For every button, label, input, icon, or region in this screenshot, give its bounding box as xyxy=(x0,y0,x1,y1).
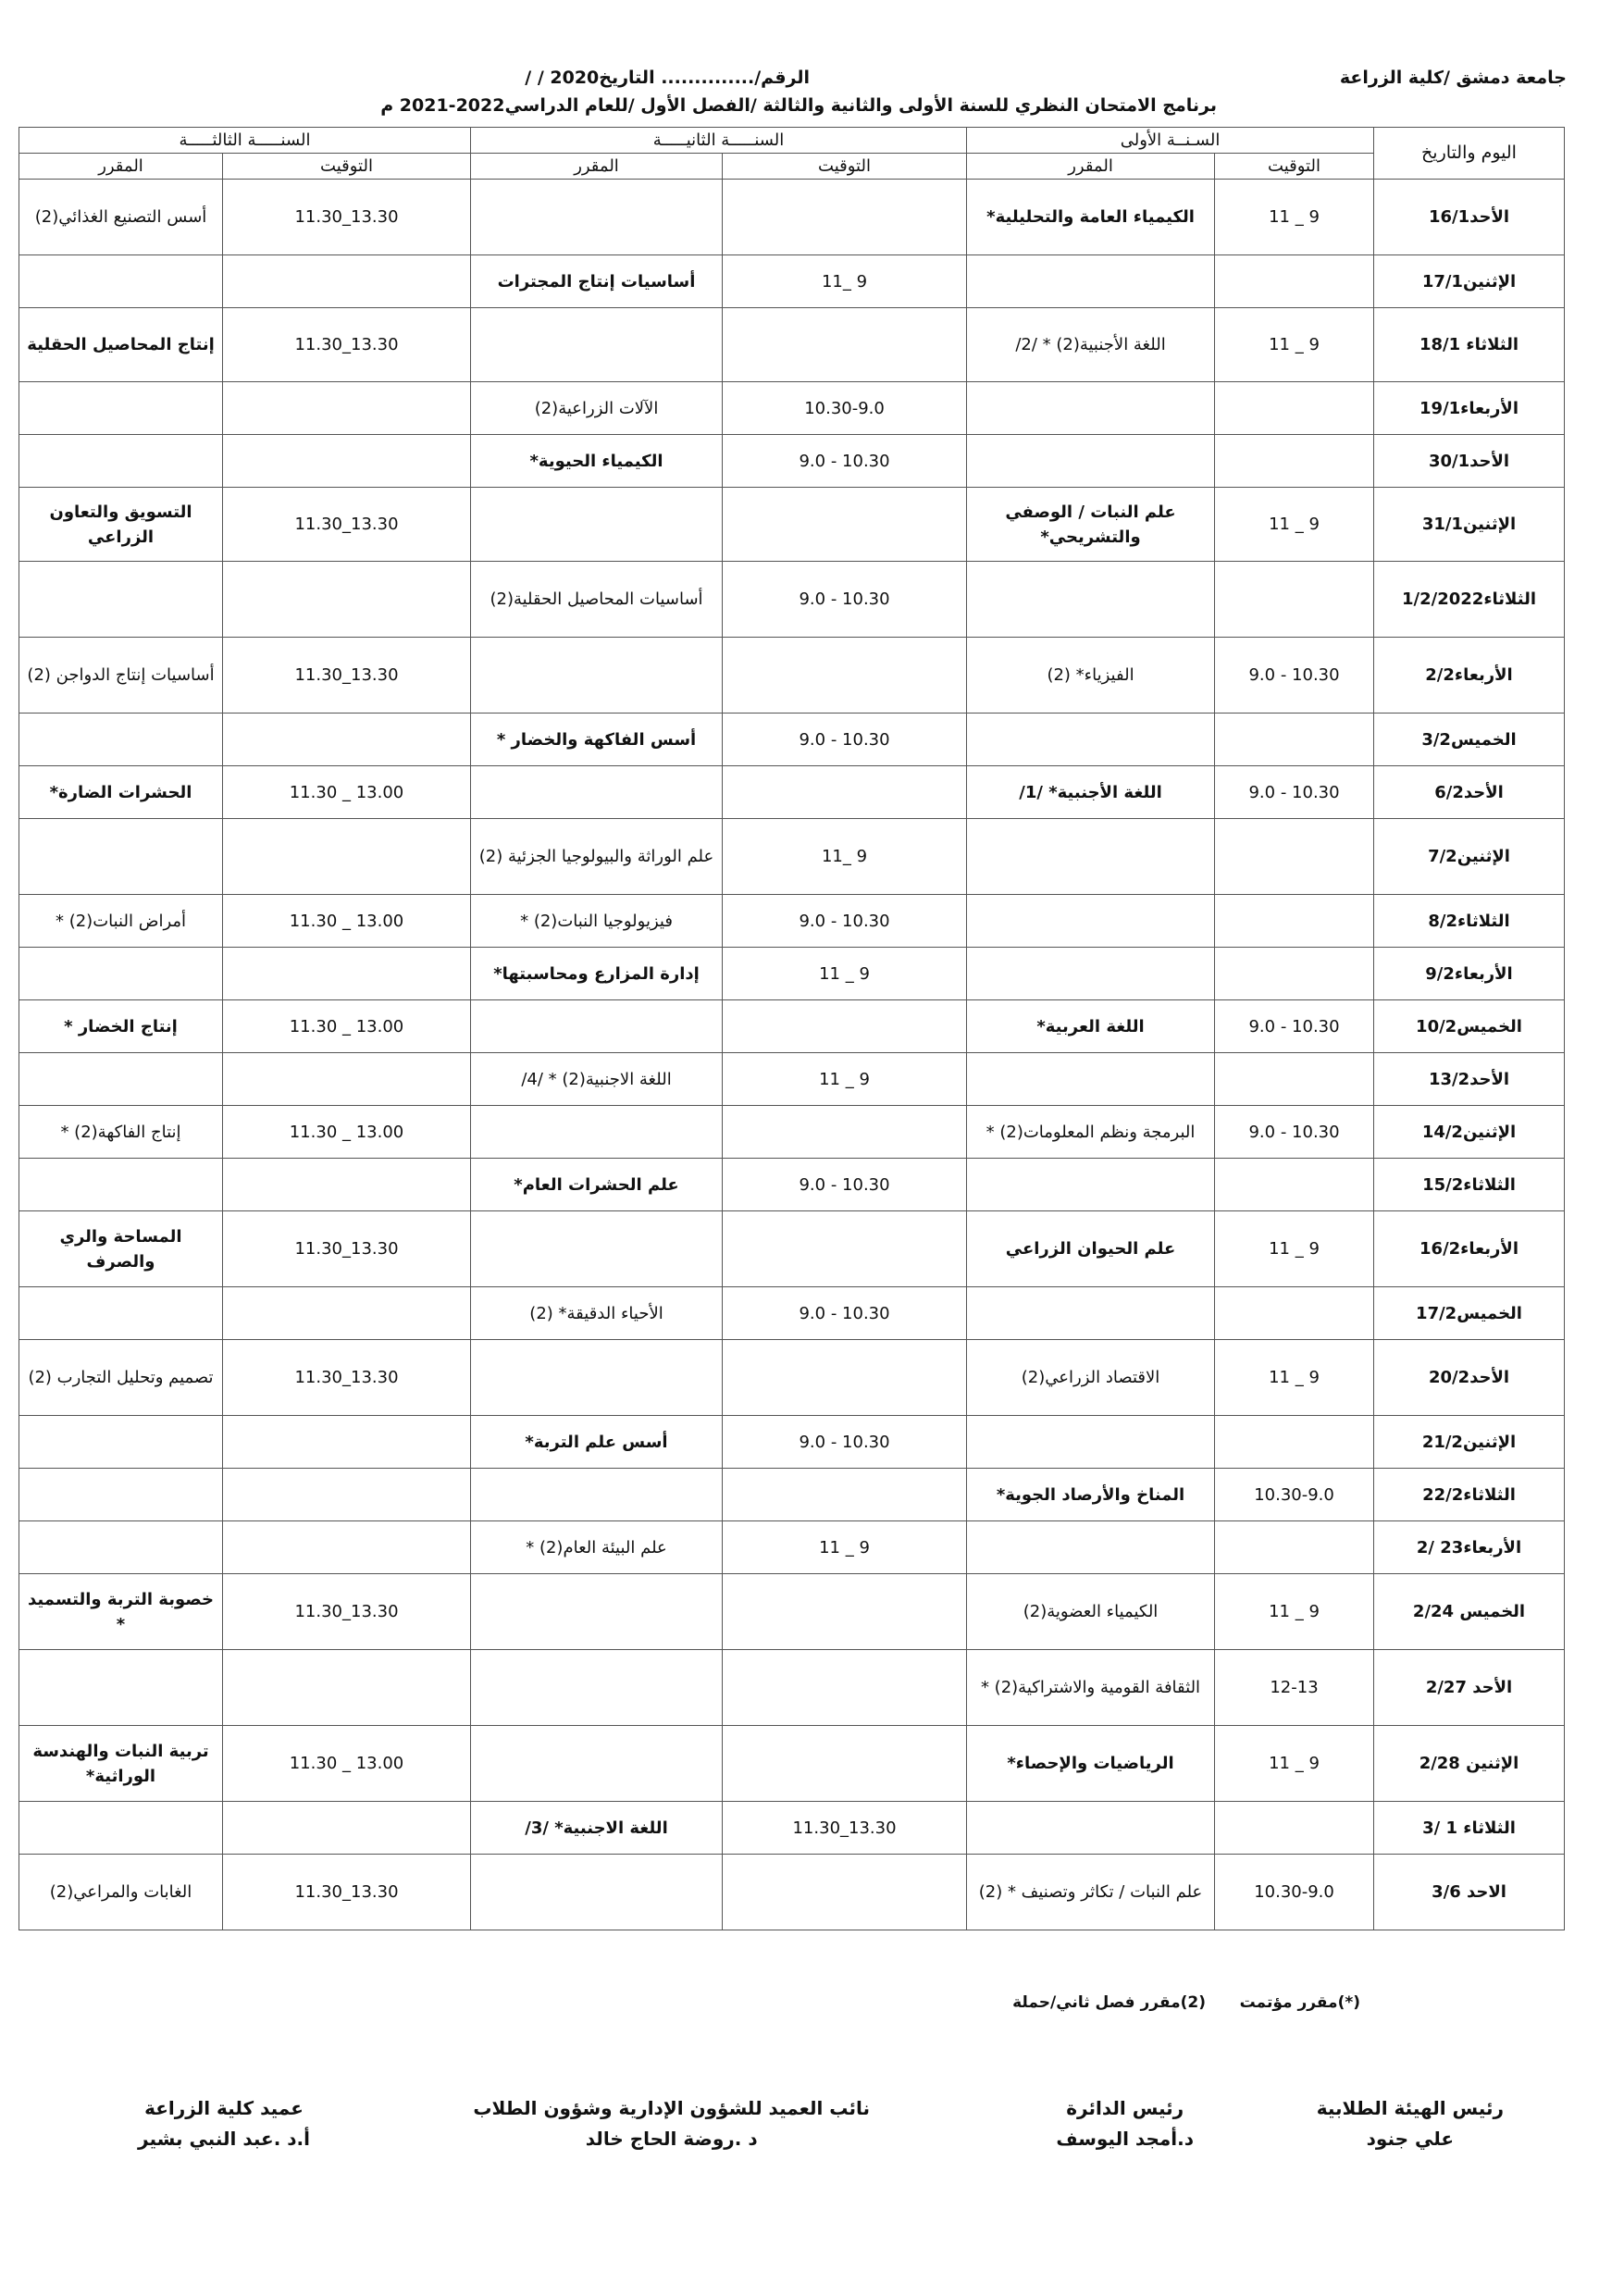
year3-course-cell xyxy=(19,714,223,766)
schedule-row xyxy=(19,895,1565,948)
year2-course-cell xyxy=(471,1000,723,1053)
year2-timing-cell: 10.30-9.0 xyxy=(723,382,967,435)
year1-timing-cell: 9 _ 11 xyxy=(1215,308,1374,382)
year3-timing-cell: 13.30_11.30 xyxy=(223,638,471,714)
day-cell: الاحد 3/6 xyxy=(1374,1855,1565,1930)
schedule-row xyxy=(19,562,1565,638)
dept-head-title: رئيس الدائرة xyxy=(1066,2097,1184,2119)
day-cell: الخميس 2/24 xyxy=(1374,1574,1565,1650)
day-cell: الثلاثاء 1 /3 xyxy=(1374,1802,1565,1855)
signature-student-body-head xyxy=(1317,2093,1504,2154)
schedule-row xyxy=(19,382,1565,435)
year2-course-cell xyxy=(471,1469,723,1521)
year3-course-header: المقرر xyxy=(19,154,223,180)
day-cell: الثلاثاء1/2/2022 xyxy=(1374,562,1565,638)
year2-course-cell: علم الحشرات العام* xyxy=(471,1159,723,1211)
year2-course-cell xyxy=(471,1650,723,1726)
year1-course-cell: المناخ والأرصاد الجوية* xyxy=(967,1469,1215,1521)
schedule-row xyxy=(19,1416,1565,1469)
year2-course-cell: إدارة المزارع ومحاسبتها* xyxy=(471,948,723,1000)
year1-course-cell xyxy=(967,948,1215,1000)
year1-course-cell xyxy=(967,255,1215,308)
year1-course-cell: الكيمياء العضوية(2) xyxy=(967,1574,1215,1650)
year2-timing-cell xyxy=(723,1000,967,1053)
dean-title: عميد كلية الزراعة xyxy=(144,2097,304,2119)
year2-timing-cell xyxy=(723,1106,967,1159)
year3-timing-cell: 13.30_11.30 xyxy=(223,308,471,382)
schedule-row xyxy=(19,1469,1565,1521)
day-cell: الأربعاء16/2 xyxy=(1374,1211,1565,1287)
year2-course-cell xyxy=(471,638,723,714)
year3-timing-cell xyxy=(223,1159,471,1211)
year1-course-cell xyxy=(967,819,1215,895)
year2-timing-cell: 9 _11 xyxy=(723,819,967,895)
year3-timing-cell xyxy=(223,714,471,766)
day-cell: الثلاثاء15/2 xyxy=(1374,1159,1565,1211)
schedule-row xyxy=(19,1574,1565,1650)
year2-timing-cell xyxy=(723,1650,967,1726)
year3-timing-cell xyxy=(223,435,471,488)
year2-course-cell: أسس الفاكهة والخضار * xyxy=(471,714,723,766)
year2-header: السنـــــة الثانيـــــة xyxy=(471,128,967,154)
year1-course-cell xyxy=(967,1287,1215,1340)
schedule-row xyxy=(19,488,1565,562)
year3-course-cell: تربية النبات والهندسة الوراثية* xyxy=(19,1726,223,1802)
year3-header: السنـــــة الثالثـــــة xyxy=(19,128,471,154)
year1-course-cell: الكيمياء العامة والتحليلية* xyxy=(967,180,1215,255)
day-cell: الأحد16/1 xyxy=(1374,180,1565,255)
university-name: جامعة دمشق /كلية الزراعة xyxy=(1339,68,1567,88)
year1-timing-cell: 10.30 - 9.0 xyxy=(1215,1106,1374,1159)
year3-course-cell: أساسيات إنتاج الدواجن (2) xyxy=(19,638,223,714)
schedule-row xyxy=(19,1106,1565,1159)
year3-course-cell: المساحة والري والصرف xyxy=(19,1211,223,1287)
year3-timing-cell xyxy=(223,1802,471,1855)
year3-course-cell xyxy=(19,1650,223,1726)
year2-course-cell: الآلات الزراعية(2) xyxy=(471,382,723,435)
year3-course-cell xyxy=(19,1416,223,1469)
year3-timing-header: التوقيت xyxy=(223,154,471,180)
schedule-row xyxy=(19,714,1565,766)
year3-course-cell xyxy=(19,948,223,1000)
year3-timing-cell: 13.30_11.30 xyxy=(223,180,471,255)
year2-course-cell: أسس علم التربة* xyxy=(471,1416,723,1469)
year1-course-cell: اللغة العربية* xyxy=(967,1000,1215,1053)
year1-course-cell: علم النبات / تكاثر وتصنيف * (2) xyxy=(967,1855,1215,1930)
year2-timing-cell: 13.30_11.30 xyxy=(723,1802,967,1855)
year3-timing-cell: 13.30_11.30 xyxy=(223,1211,471,1287)
year2-course-cell xyxy=(471,488,723,562)
year1-timing-cell: 10.30 - 9.0 xyxy=(1215,638,1374,714)
year1-timing-cell: 10.30 - 9.0 xyxy=(1215,1000,1374,1053)
year3-course-cell: الحشرات الضارة* xyxy=(19,766,223,819)
year2-timing-cell xyxy=(723,1855,967,1930)
year2-course-cell: أساسيات إنتاج المجترات xyxy=(471,255,723,308)
year2-course-cell xyxy=(471,766,723,819)
year3-timing-cell: 13.30_11.30 xyxy=(223,1855,471,1930)
year2-timing-cell xyxy=(723,488,967,562)
year1-timing-cell xyxy=(1215,382,1374,435)
year1-course-cell: البرمجة ونظم المعلومات(2) * xyxy=(967,1106,1215,1159)
year2-course-cell xyxy=(471,1855,723,1930)
year3-course-cell xyxy=(19,255,223,308)
year2-timing-cell xyxy=(723,180,967,255)
year1-course-cell xyxy=(967,1416,1215,1469)
year2-timing-cell: 10.30 - 9.0 xyxy=(723,435,967,488)
year2-course-cell: الأحياء الدقيقة* (2) xyxy=(471,1287,723,1340)
year1-timing-cell: 12-13 xyxy=(1215,1650,1374,1726)
signature-dean xyxy=(138,2093,310,2154)
year1-timing-header: التوقيت xyxy=(1215,154,1374,180)
day-cell: الإثنين7/2 xyxy=(1374,819,1565,895)
schedule-row xyxy=(19,435,1565,488)
year3-course-cell: أمراض النبات(2) * xyxy=(19,895,223,948)
year1-course-cell xyxy=(967,1159,1215,1211)
year3-course-cell xyxy=(19,1802,223,1855)
year3-course-cell: التسويق والتعاون الزراعي xyxy=(19,488,223,562)
schedule-row xyxy=(19,1340,1565,1416)
year2-course-cell xyxy=(471,1106,723,1159)
day-date-header: اليوم والتاريخ xyxy=(1374,128,1565,180)
year3-course-cell: أسس التصنيع الغذائي(2) xyxy=(19,180,223,255)
year1-timing-cell xyxy=(1215,1416,1374,1469)
year3-course-cell: خصوبة التربة والتسميد * xyxy=(19,1574,223,1650)
year3-timing-cell xyxy=(223,562,471,638)
year1-timing-cell xyxy=(1215,895,1374,948)
year1-timing-cell xyxy=(1215,1802,1374,1855)
year3-timing-cell: 13.00 _ 11.30 xyxy=(223,895,471,948)
day-cell: الإثنين 2/28 xyxy=(1374,1726,1565,1802)
dept-head-name: د.أمجد اليوسف xyxy=(1056,2128,1194,2150)
year1-course-cell xyxy=(967,562,1215,638)
schedule-row xyxy=(19,1650,1565,1726)
year1-timing-cell: 9 _ 11 xyxy=(1215,1211,1374,1287)
year2-timing-cell xyxy=(723,1340,967,1416)
year3-timing-cell: 13.30_11.30 xyxy=(223,1574,471,1650)
year2-timing-cell: 9 _ 11 xyxy=(723,1053,967,1106)
year1-timing-cell: 9 _ 11 xyxy=(1215,1726,1374,1802)
year3-timing-cell xyxy=(223,819,471,895)
student-head-title: رئيس الهيئة الطلابية xyxy=(1316,2097,1504,2119)
year2-timing-cell xyxy=(723,638,967,714)
schedule-row xyxy=(19,1855,1565,1930)
year3-timing-cell: 13.00 _ 11.30 xyxy=(223,1000,471,1053)
year3-timing-cell xyxy=(223,255,471,308)
day-cell: الخميس10/2 xyxy=(1374,1000,1565,1053)
student-head-name: علي جنود xyxy=(1366,2128,1455,2150)
year3-timing-cell xyxy=(223,948,471,1000)
schedule-row xyxy=(19,1000,1565,1053)
year2-timing-cell xyxy=(723,1574,967,1650)
day-cell: الأحد13/2 xyxy=(1374,1053,1565,1106)
legend-automated: (*)مقرر مؤتمت xyxy=(1239,1993,1360,2012)
day-cell: الثلاثاء 18/1 xyxy=(1374,308,1565,382)
year2-course-cell xyxy=(471,308,723,382)
day-cell: الأربعاء19/1 xyxy=(1374,382,1565,435)
year1-timing-cell xyxy=(1215,562,1374,638)
schedule-row xyxy=(19,1211,1565,1287)
year2-course-cell: علم البيئة العام(2) * xyxy=(471,1521,723,1574)
year3-timing-cell: 13.30_11.30 xyxy=(223,1340,471,1416)
year1-timing-cell: 9 _ 11 xyxy=(1215,1340,1374,1416)
day-cell: الأحد6/2 xyxy=(1374,766,1565,819)
year3-timing-cell xyxy=(223,1287,471,1340)
schedule-row xyxy=(19,1287,1565,1340)
year2-course-cell: علم الوراثة والبيولوجيا الجزئية (2) xyxy=(471,819,723,895)
year3-timing-cell: 13.00 _ 11.30 xyxy=(223,766,471,819)
year2-timing-cell: 9 _11 xyxy=(723,255,967,308)
year2-timing-cell: 10.30 - 9.0 xyxy=(723,1287,967,1340)
year1-course-cell: اللغة الأجنبية* /1/ xyxy=(967,766,1215,819)
year2-course-cell: اللغة الاجنبية(2) * /4/ xyxy=(471,1053,723,1106)
year2-course-cell: فيزيولوجيا النبات(2) * xyxy=(471,895,723,948)
day-cell: الإثنين17/1 xyxy=(1374,255,1565,308)
year3-course-cell xyxy=(19,1159,223,1211)
year1-course-cell: اللغة الأجنبية(2) * /2/ xyxy=(967,308,1215,382)
year3-timing-cell xyxy=(223,1416,471,1469)
schedule-row xyxy=(19,819,1565,895)
day-cell: الخميس17/2 xyxy=(1374,1287,1565,1340)
schedule-row xyxy=(19,766,1565,819)
schedule-row xyxy=(19,308,1565,382)
day-cell: الخميس3/2 xyxy=(1374,714,1565,766)
schedule-row xyxy=(19,1802,1565,1855)
year2-course-cell xyxy=(471,180,723,255)
legend-second-semester: (2)مقرر فصل ثاني/حملة xyxy=(1012,1993,1206,2012)
year1-timing-cell: 10.30-9.0 xyxy=(1215,1469,1374,1521)
program-title: برنامج الامتحان النظري للسنة الأولى والثانية والثالثة /الفصل الأول /للعام الدراسي2022-2021 م xyxy=(380,95,1217,116)
year3-timing-cell: 13.00 _ 11.30 xyxy=(223,1106,471,1159)
year1-course-cell xyxy=(967,1053,1215,1106)
day-cell: الأربعاء9/2 xyxy=(1374,948,1565,1000)
year2-timing-cell: 10.30 - 9.0 xyxy=(723,895,967,948)
year1-timing-cell: 9 _ 11 xyxy=(1215,180,1374,255)
year3-timing-cell: 13.00 _ 11.30 xyxy=(223,1726,471,1802)
year1-timing-cell xyxy=(1215,1287,1374,1340)
signature-vice-dean xyxy=(473,2093,870,2154)
year3-course-cell: إنتاج الخضار * xyxy=(19,1000,223,1053)
schedule-row xyxy=(19,1521,1565,1574)
year3-course-cell xyxy=(19,1469,223,1521)
year3-timing-cell xyxy=(223,1521,471,1574)
year1-timing-cell xyxy=(1215,948,1374,1000)
year2-course-cell: الكيمياء الحيوية* xyxy=(471,435,723,488)
year3-timing-cell xyxy=(223,1650,471,1726)
year2-timing-cell xyxy=(723,1726,967,1802)
day-cell: الأحد 2/27 xyxy=(1374,1650,1565,1726)
year3-course-cell xyxy=(19,1287,223,1340)
year1-course-cell: الاقتصاد الزراعي(2) xyxy=(967,1340,1215,1416)
year3-course-cell xyxy=(19,435,223,488)
dean-name: أ.د .عبد النبي بشير xyxy=(138,2128,310,2150)
year1-timing-cell: 9 _ 11 xyxy=(1215,1574,1374,1650)
year3-course-cell: الغابات والمراعي(2) xyxy=(19,1855,223,1930)
schedule-row xyxy=(19,1053,1565,1106)
year2-course-header: المقرر xyxy=(471,154,723,180)
year2-timing-cell xyxy=(723,1469,967,1521)
vice-dean-name: د .روضة الحاج خالد xyxy=(585,2128,758,2150)
year1-course-cell: الفيزياء* (2) xyxy=(967,638,1215,714)
schedule-row xyxy=(19,1726,1565,1802)
year1-course-cell: علم الحيوان الزراعي xyxy=(967,1211,1215,1287)
year3-course-cell xyxy=(19,562,223,638)
schedule-row xyxy=(19,180,1565,255)
year3-course-cell xyxy=(19,382,223,435)
year1-course-cell: الرياضيات والإحصاء* xyxy=(967,1726,1215,1802)
year3-timing-cell xyxy=(223,1053,471,1106)
year2-timing-cell: 9 _ 11 xyxy=(723,948,967,1000)
day-cell: الإثنين21/2 xyxy=(1374,1416,1565,1469)
year2-timing-cell: 10.30 - 9.0 xyxy=(723,714,967,766)
year1-course-cell xyxy=(967,714,1215,766)
year1-timing-cell xyxy=(1215,435,1374,488)
year1-timing-cell xyxy=(1215,714,1374,766)
year1-timing-cell xyxy=(1215,1053,1374,1106)
year2-timing-cell: 10.30 - 9.0 xyxy=(723,1159,967,1211)
year3-course-cell xyxy=(19,1053,223,1106)
day-cell: الأربعاء2/2 xyxy=(1374,638,1565,714)
year1-timing-cell xyxy=(1215,255,1374,308)
vice-dean-title: نائب العميد للشؤون الإدارية وشؤون الطلاب xyxy=(473,2097,870,2119)
year3-timing-cell xyxy=(223,382,471,435)
year1-course-cell xyxy=(967,382,1215,435)
day-cell: الثلاثاء8/2 xyxy=(1374,895,1565,948)
year1-course-cell xyxy=(967,435,1215,488)
year3-course-cell: إنتاج الفاكهة(2) * xyxy=(19,1106,223,1159)
year2-course-cell: اللغة الاجنبية* /3/ xyxy=(471,1802,723,1855)
year3-timing-cell: 13.30_11.30 xyxy=(223,488,471,562)
year2-timing-header: التوقيت xyxy=(723,154,967,180)
year2-course-cell xyxy=(471,1574,723,1650)
year1-timing-cell xyxy=(1215,1521,1374,1574)
year1-timing-cell: 9 _ 11 xyxy=(1215,488,1374,562)
day-cell: الإثنين31/1 xyxy=(1374,488,1565,562)
year2-timing-cell xyxy=(723,766,967,819)
day-cell: الثلاثاء22/2 xyxy=(1374,1469,1565,1521)
day-cell: الأربعاء23 /2 xyxy=(1374,1521,1565,1574)
year3-timing-cell xyxy=(223,1469,471,1521)
year1-course-header: المقرر xyxy=(967,154,1215,180)
reference-number-date: الرقم/.............. التاريخ2020 / / xyxy=(525,68,810,88)
year3-course-cell xyxy=(19,819,223,895)
schedule-row xyxy=(19,638,1565,714)
year2-course-cell: أساسيات المحاصيل الحقلية(2) xyxy=(471,562,723,638)
year2-course-cell xyxy=(471,1211,723,1287)
signature-department-head xyxy=(1056,2093,1194,2154)
day-cell: الإثنين14/2 xyxy=(1374,1106,1565,1159)
year3-course-cell: إنتاج المحاصيل الحقلية xyxy=(19,308,223,382)
year2-timing-cell xyxy=(723,1211,967,1287)
year3-course-cell xyxy=(19,1521,223,1574)
day-cell: الأحد20/2 xyxy=(1374,1340,1565,1416)
year1-timing-cell xyxy=(1215,819,1374,895)
schedule-row xyxy=(19,1159,1565,1211)
year1-course-cell: علم النبات / الوصفي والتشريحي* xyxy=(967,488,1215,562)
exam-schedule-table xyxy=(19,127,1565,1930)
schedule-row xyxy=(19,255,1565,308)
year2-timing-cell xyxy=(723,308,967,382)
year1-course-cell xyxy=(967,895,1215,948)
year3-course-cell: تصميم وتحليل التجارب (2) xyxy=(19,1340,223,1416)
year2-timing-cell: 9 _ 11 xyxy=(723,1521,967,1574)
year2-timing-cell: 10.30 - 9.0 xyxy=(723,562,967,638)
year1-course-cell xyxy=(967,1521,1215,1574)
year1-course-cell xyxy=(967,1802,1215,1855)
schedule-row xyxy=(19,948,1565,1000)
year1-timing-cell xyxy=(1215,1159,1374,1211)
year1-timing-cell: 10.30-9.0 xyxy=(1215,1855,1374,1930)
year1-course-cell: الثقافة القومية والاشتراكية(2) * xyxy=(967,1650,1215,1726)
year2-course-cell xyxy=(471,1726,723,1802)
year1-header: السـنــة الأولى xyxy=(967,128,1374,154)
year1-timing-cell: 10.30 - 9.0 xyxy=(1215,766,1374,819)
day-cell: الأحد30/1 xyxy=(1374,435,1565,488)
year2-course-cell xyxy=(471,1340,723,1416)
year2-timing-cell: 10.30 - 9.0 xyxy=(723,1416,967,1469)
